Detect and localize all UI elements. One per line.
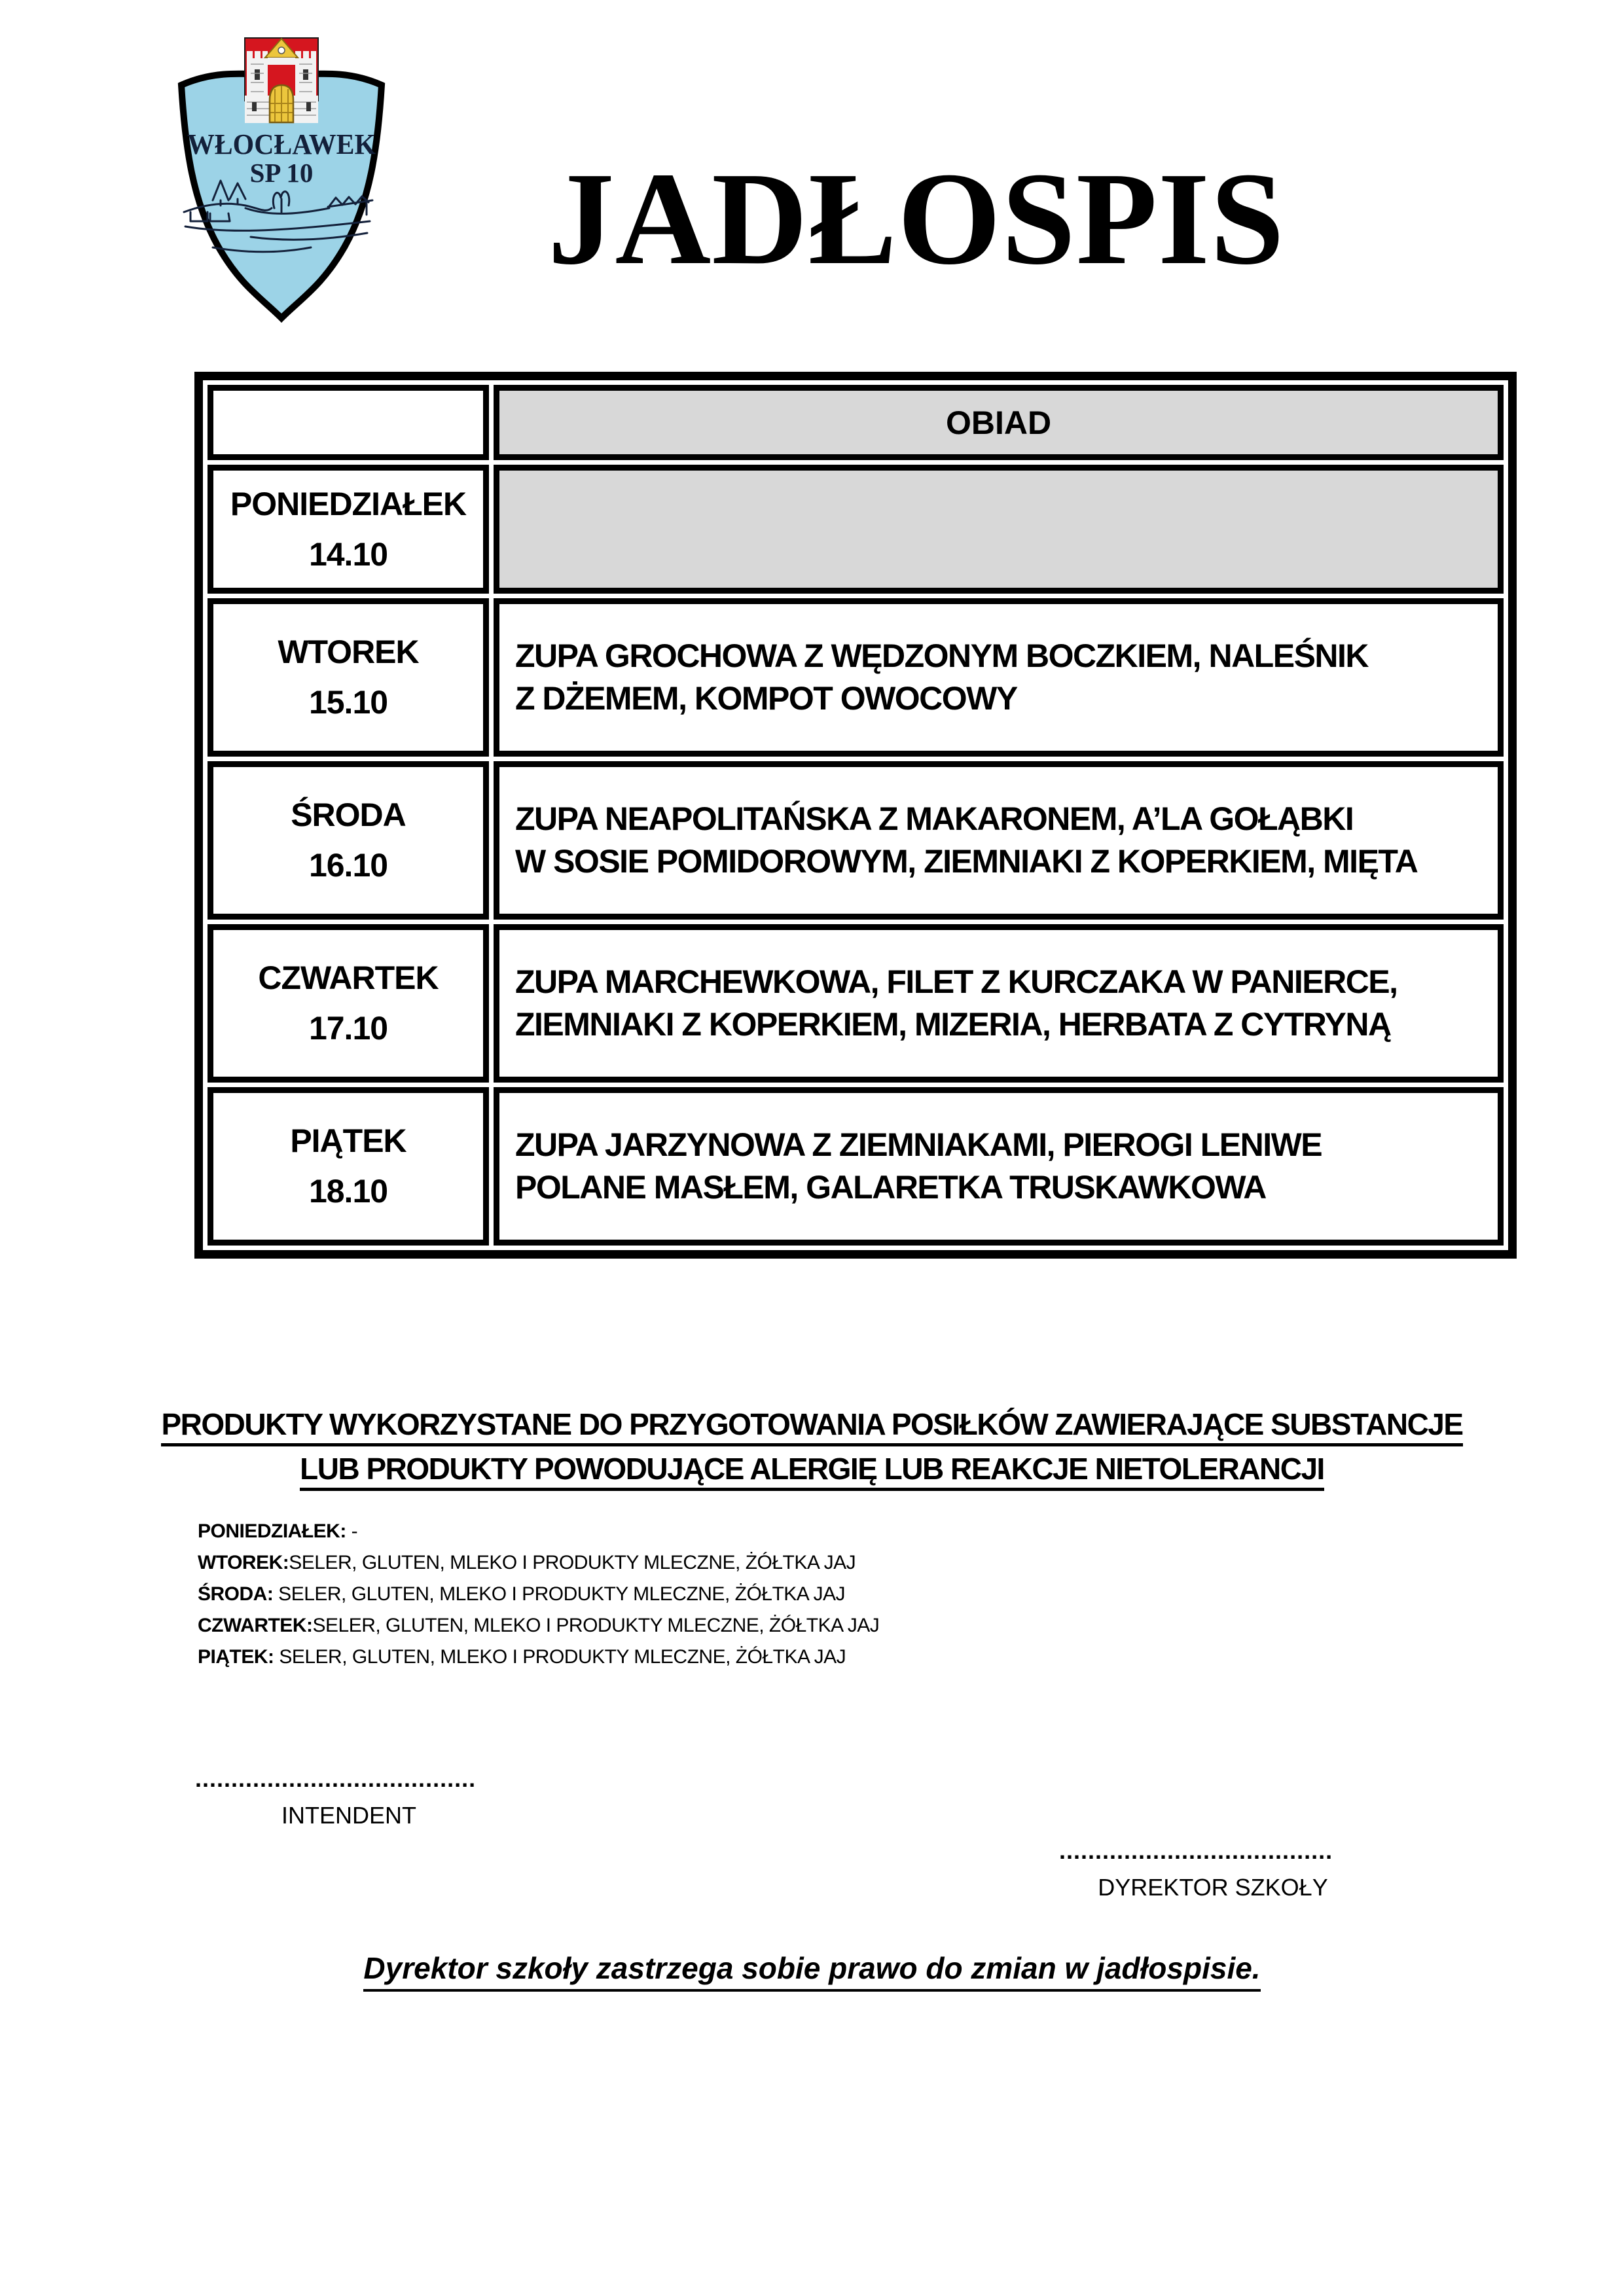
menu-table-row <box>208 598 1504 757</box>
meal-cell <box>494 924 1504 1083</box>
meal-cell <box>494 761 1504 920</box>
allergen-value: SELER, GLUTEN, MLEKO I PRODUKTY MLECZNE, ŻÓŁTKA JAJ <box>289 1552 856 1573</box>
meal-line: ZUPA MARCHEWKOWA, FILET Z KURCZAKA W PANIERCE, <box>515 963 1398 1000</box>
menu-table-header-row <box>208 385 1504 460</box>
meal-line: ZIEMNIAKI Z KOPERKIEM, MIZERIA, HERBATA Z CYTRYNĄ <box>515 1006 1391 1043</box>
day-cell <box>208 761 489 920</box>
day-date: 18.10 <box>308 1173 388 1210</box>
allergen-value: SELER, GLUTEN, MLEKO I PRODUKTY MLECZNE, ŻÓŁTKA JAJ <box>312 1615 880 1636</box>
allergen-day-label: ŚRODA: <box>198 1583 274 1605</box>
day-name: ŚRODA <box>291 797 406 833</box>
allergen-day-label: PIĄTEK: <box>198 1646 274 1668</box>
allergen-value: - <box>346 1520 358 1542</box>
allergen-item <box>198 1516 879 1547</box>
document-title: JADŁOSPIS <box>548 145 1285 292</box>
allergen-heading-line-1: PRODUKTY WYKORZYSTANE DO PRZYGOTOWANIA POSIŁKÓW ZAWIERAJĄCE SUBSTANCJE <box>161 1407 1462 1446</box>
allergen-item <box>198 1547 879 1579</box>
director-signature-line: ...................................... <box>1059 1837 1333 1864</box>
crest-school-number-label: SP 10 <box>249 158 314 188</box>
allergen-value: SELER, GLUTEN, MLEKO I PRODUKTY MLECZNE, ŻÓŁTKA JAJ <box>273 1583 845 1605</box>
day-date: 14.10 <box>308 535 388 573</box>
allergen-list <box>198 1516 879 1673</box>
meal-cell <box>494 465 1504 594</box>
meal-line: ZUPA JARZYNOWA Z ZIEMNIAKAMI, PIEROGI LENIWE <box>515 1126 1322 1163</box>
allergen-item <box>198 1579 879 1610</box>
meal-line: W SOSIE POMIDOROWYM, ZIEMNIAKI Z KOPERKIEM, MIĘTA <box>515 843 1418 880</box>
meal-line: ZUPA GROCHOWA Z WĘDZONYM BOCZKIEM, NALEŚNIK <box>515 637 1369 674</box>
director-label: DYREKTOR SZKOŁY <box>1098 1874 1328 1901</box>
allergen-item <box>198 1610 879 1641</box>
allergen-heading <box>0 1407 1624 1496</box>
meal-line: ZUPA NEAPOLITAŃSKA Z MAKARONEM, A’LA GOŁĄBKI <box>515 800 1354 837</box>
menu-table-row <box>208 1087 1504 1246</box>
menu-table <box>194 372 1517 1259</box>
menu-table-row <box>208 761 1504 920</box>
footer-note-text: Dyrektor szkoły zastrzega sobie prawo do zmian w jadłospisie. <box>363 1950 1260 1992</box>
intendent-label: INTENDENT <box>281 1802 416 1829</box>
day-cell <box>208 465 489 594</box>
header-meal-cell: OBIAD <box>494 385 1504 460</box>
day-name: WTOREK <box>278 634 419 670</box>
allergen-day-label: CZWARTEK: <box>198 1615 313 1636</box>
day-name: PIĄTEK <box>290 1122 406 1159</box>
allergen-value: SELER, GLUTEN, MLEKO I PRODUKTY MLECZNE, ŻÓŁTKA JAJ <box>274 1646 846 1668</box>
day-name: CZWARTEK <box>258 960 439 996</box>
menu-table-row <box>208 465 1504 594</box>
day-date: 15.10 <box>308 684 388 721</box>
meal-line: Z DŻEMEM, KOMPOT OWOCOWY <box>515 680 1017 717</box>
meal-cell <box>494 1087 1504 1246</box>
intendent-signature-line: ....................................... <box>195 1765 477 1792</box>
allergen-item <box>198 1641 879 1673</box>
director-signature-block <box>1059 1838 1367 1901</box>
menu-table-body <box>208 385 1504 1246</box>
castle-emblem <box>245 38 318 123</box>
crest-city-label: WŁOCŁAWEK <box>187 128 376 160</box>
meal-line: POLANE MASŁEM, GALARETKA TRUSKAWKOWA <box>515 1169 1266 1206</box>
allergen-day-label: WTOREK: <box>198 1552 289 1573</box>
header-day-cell <box>208 385 489 460</box>
footer-note <box>0 1950 1624 1992</box>
day-name: PONIEDZIAŁEK <box>230 485 467 522</box>
day-cell <box>208 1087 489 1246</box>
menu-table-row <box>208 924 1504 1083</box>
day-cell <box>208 924 489 1083</box>
intendent-signature-block <box>195 1766 503 1829</box>
allergen-day-label: PONIEDZIAŁEK: <box>198 1520 346 1542</box>
day-date: 16.10 <box>308 847 388 884</box>
meal-cell <box>494 598 1504 757</box>
allergen-heading-line-2: LUB PRODUKTY POWODUJĄCE ALERGIĘ LUB REAKCJE NIETOLERANCJI <box>300 1452 1324 1491</box>
day-date: 17.10 <box>308 1010 388 1047</box>
day-cell <box>208 598 489 757</box>
